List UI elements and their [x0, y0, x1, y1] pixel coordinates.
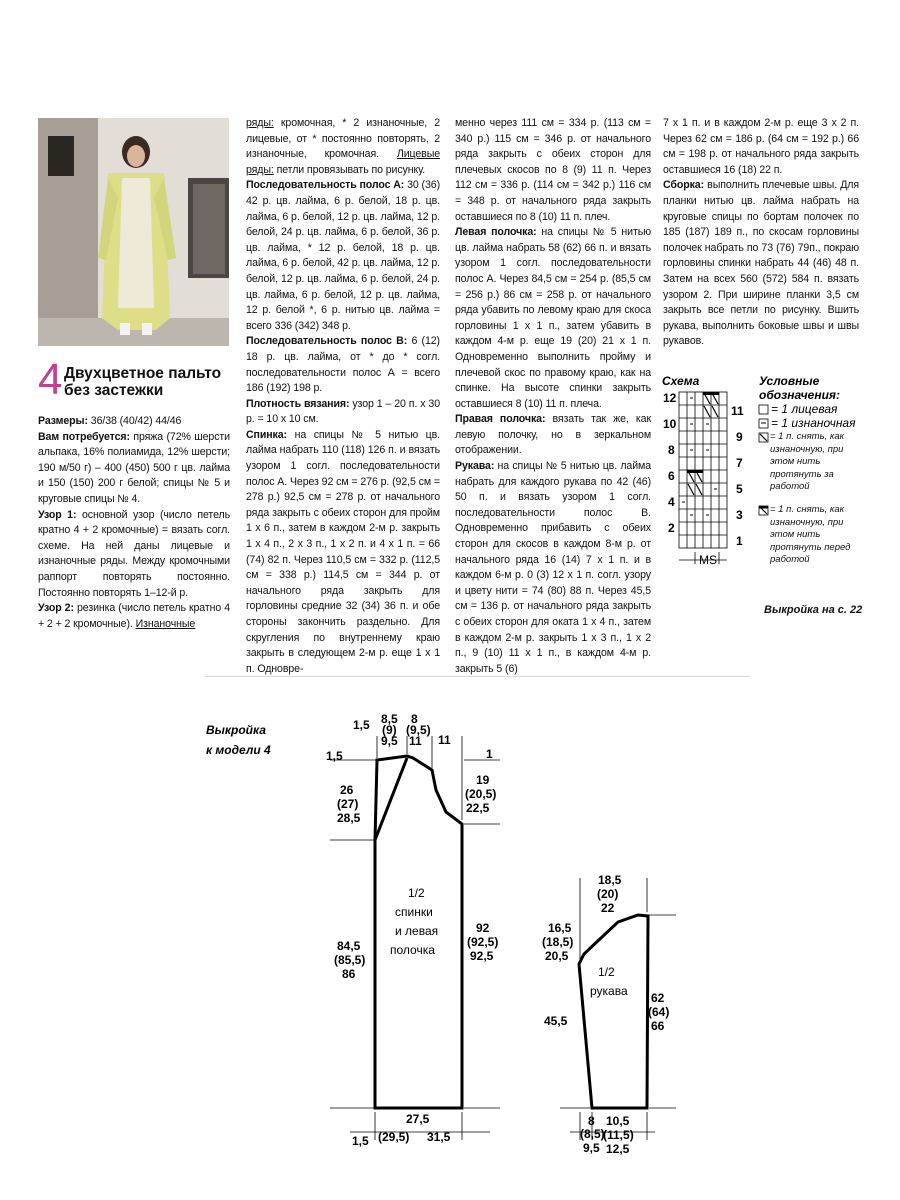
dim-cap-22: 22 [601, 901, 615, 915]
instructions-column-1 [38, 414, 230, 632]
legend-title-1: Условные [759, 374, 820, 388]
dim-left-1-5: 1,5 [326, 749, 343, 763]
body-label-3: и левая [395, 924, 439, 938]
dim-yoke-28-5: 28,5 [337, 811, 361, 825]
materials-paragraph: Вам потребуется: пряжа (72% шерсти альпака, 16% полиамида, 12% шерсти; 190 м/50 г) – 400 (450) 500 г цв. лайма и 150 (150) 200 г белой; спицы № 5 и круговые спицы № 4. [38, 430, 230, 505]
sleeve-outline [579, 915, 648, 1108]
knitting-chart [662, 372, 862, 582]
right-front-paragraph: Правая полочка: вязать так же, как левую полочку, но в зеркальном отображении. [455, 413, 651, 457]
pattern-title-1: Выкройка [206, 723, 266, 737]
dim-cap-20: (20) [597, 887, 619, 901]
dim-sleeve-66: 66 [651, 1019, 665, 1033]
dim-length-92: 92 [476, 921, 490, 935]
body-label-1: 1/2 [408, 886, 425, 900]
sleeve-label-2: рукава [590, 984, 628, 998]
dim-length-85-5: (85,5) [334, 953, 366, 967]
dim-right-1: 1 [486, 747, 493, 761]
dim-neck-8-a: 8 [411, 712, 418, 726]
svg-text:2: 2 [668, 521, 675, 535]
section-divider [205, 676, 750, 677]
dim-sleeve-62: 62 [651, 991, 665, 1005]
dim-neck-8-5-a: 8,5 [381, 712, 398, 726]
assembly-paragraph: Сборка: выполнить плечевые швы. Для планки нитью цв. лайма набрать на круговые спицы по бортам полочек по 185 (187) 189 п., по скосам горловины полочек набрать по 73 (76) 79п., покраю горловины спинки набрать 44 (46) 48 п. Затем на всех 560 (572) 584 п. вязать узором 2. При ширине планки 3,5 см закрыть все петли по рисунку. Вшить рукава, выполнить боковые швы и швы рукавов. [663, 179, 859, 348]
dim-bottom-1-5: 1,5 [352, 1134, 369, 1148]
pattern-title-2: к модели 4 [206, 743, 271, 757]
instructions-column-4 [663, 116, 859, 350]
svg-text:10: 10 [663, 417, 677, 431]
svg-text:9: 9 [736, 430, 743, 444]
sleeves-paragraph: Рукава: на спицы № 5 нитью цв. лайма набрать для каждого рукава по 42 (46) 50 п. и вязать узором 1 согл. последовательности полос В. Одновременно прибавить с обеих сторон для скосов в каждом 8-м р. от начального ряда 16 (14) 7 х 1 п. и в каждом 6-м р. 0 (3) 12 х 1 п. согл. узору и цвету нити = 74 (80) 88 п. Через 45,5 см = 136 р. от начального ряда закрыть с обеих сторон для оката 1 х 4 п., затем в каждом 2-м р. закрыть 1 х 3 п., 1 х 2 п., 9 (10) 11 х 1 п., в каждом 4-м р. закрыть 5 (6) [455, 460, 651, 675]
sizes-paragraph: Размеры: 36/38 (40/42) 44/46 [38, 415, 182, 427]
dim-cuff-10-5: 10,5 [606, 1114, 630, 1128]
instructions-column-3 [455, 116, 651, 677]
dim-cap-18-5: 18,5 [598, 873, 622, 887]
dim-cap-20-5: 20,5 [545, 949, 569, 963]
body-label-2: спинки [395, 905, 433, 919]
dim-yoke-26: 26 [340, 783, 354, 797]
svg-text:1: 1 [736, 534, 743, 548]
dim-sleeve-45-5: 45,5 [544, 1014, 568, 1028]
svg-text:3: 3 [736, 508, 743, 522]
dim-cuff-12-5: 12,5 [606, 1142, 630, 1156]
legend-slip-back: = 1 п. снять, как изнаночную, при этом нить протянуть за работой [770, 431, 845, 492]
dim-bottom-29-5: (29,5) [378, 1130, 410, 1144]
dim-neck-8-5-c: 9,5 [381, 734, 398, 748]
stripes-b-paragraph: Последовательность полос В: 6 (12) 18 р. цв. лайма, от * до * согл. последовательности полос А = всего 186 (192) 198 р. [246, 335, 440, 395]
sewing-pattern [200, 700, 720, 1170]
svg-text:11: 11 [731, 404, 744, 418]
svg-text:5: 5 [736, 482, 743, 496]
pattern1-paragraph: Узор 1: основной узор (число петель кратно 4 + 2 кромочные) = вязать согл. схеме. На ней даны лицевые и изнаночные ряды. Между кромочными раппорт повторять постоянно. Постоянно повторять 1–12-й р. [38, 508, 231, 599]
sleeves-continued-paragraph: 7 х 1 п. и в каждом 2-м р. еще 3 х 2 п. Через 62 см = 186 р. (64 см = 192 р.) 66 см = 198 р. от начального ряда закрыть оставшиеся 16 (18) 22 п. [663, 117, 859, 176]
legend-title-2: обозначения: [759, 388, 840, 402]
legend-knit-icon [759, 405, 768, 414]
knitting-schema [662, 372, 862, 582]
legend-purl: = 1 изнаночная [771, 416, 856, 430]
dim-cuff-11-5: (11,5) [603, 1128, 634, 1142]
dim-cap-18-5-b: (18,5) [542, 935, 574, 949]
pattern-reference: Выкройка на с. 22 [764, 604, 863, 616]
pattern2-paragraph: Узор 2: резинка (число петель кратно 4 + 2 + 2 кромочные). Изнаночные [38, 602, 230, 630]
model-photo [38, 118, 229, 346]
dim-bottom-31-5: 31,5 [427, 1130, 451, 1144]
dim-armhole-19: 19 [476, 773, 490, 787]
row-numbers-right [731, 404, 744, 548]
legend-slip-front: = 1 п. снять, как изнаночную, при этом нить протянуть перед работой [770, 504, 851, 565]
body-label-4: полочка [390, 943, 435, 957]
svg-text:6: 6 [668, 469, 675, 483]
dim-top-1-5: 1,5 [353, 718, 370, 732]
dim-shoulder-11: 11 [438, 733, 451, 747]
dim-neck-8-5-b: (9) [382, 723, 397, 737]
svg-text:12: 12 [663, 391, 677, 405]
dim-yoke-27: (27) [337, 797, 359, 811]
svg-text:4: 4 [668, 495, 675, 509]
dim-cap-16-5: 16,5 [548, 921, 572, 935]
model-title [64, 365, 234, 399]
svg-text:8: 8 [668, 443, 675, 457]
model-title-line1: Двухцветное пальто [64, 365, 222, 382]
dim-length-84-5: 84,5 [337, 939, 361, 953]
dim-length-92-5-b: 92,5 [470, 949, 494, 963]
dim-length-92-5-a: (92,5) [467, 935, 499, 949]
dim-cuff-8: 8 [588, 1114, 595, 1128]
dim-length-86: 86 [342, 967, 356, 981]
dim-armhole-22-5: 22,5 [466, 801, 490, 815]
row-numbers-left [663, 391, 677, 535]
sleeve-label-1: 1/2 [598, 965, 615, 979]
purl-rows-paragraph: ряды: кромочная, * 2 изнаночные, 2 лицевые, от * постоянно повторять, 2 изнаночные, кромочная. Лицевые ряды: петли провязывать по рисунку. [246, 117, 441, 176]
stripes-a-paragraph: Последовательность полос А: 30 (36) 42 р. цв. лайма, 6 р. белой, 18 р. цв. лайма, 6 р. белой, 12 р. цв. лайма, 12 р. белой, 24 р. цв. лайма, 6 р. белой, 36 р. цв. лайма, * 12 р. белой, 18 р. цв. лайма, 6 р. белой, 42 р. цв. лайма, 12 р. белой, 12 р. цв. лайма, 6 р. белой, 24 р. цв. лайма, 6 р. белой, 12 р. цв. лайма, 12 р. белой *, 6 р. нитью цв. лайма = всего 336 (342) 348 р. [246, 179, 440, 332]
front-neck-line [375, 758, 407, 840]
dim-armhole-20-5: (20,5) [465, 787, 497, 801]
model-number: 4 [38, 355, 63, 404]
model-photo-image [38, 118, 229, 346]
schema-title: Схема [662, 374, 700, 388]
back-continued-paragraph: менно через 111 см = 334 р. (113 см = 340 р.) 115 см = 346 р. от начального ряда закрыть с обеих сторон для плечевых скосов по 8 (9) 11 п. Через 112 см = 336 р. (114 см = 342 р.) 116 см = 348 р. от начального ряда закрыть оставшиеся по 8 (10) 11 п. плеч. [455, 117, 651, 223]
dim-cuff-9-5: 9,5 [583, 1141, 600, 1155]
pattern-drawing [200, 700, 720, 1170]
instructions-column-2 [246, 116, 440, 677]
legend-knit: = 1 лицевая [771, 402, 838, 416]
dim-bottom-27-5: 27,5 [406, 1112, 430, 1126]
dim-cuff-8-5: (8,5) [580, 1127, 605, 1141]
dim-sleeve-64: (64) [648, 1005, 670, 1019]
slip-top-2 [687, 470, 703, 473]
left-front-paragraph: Левая полочка: на спицы № 5 нитью цв. лайма набрать 58 (62) 66 п. и вязать узором 1 согл. последовательности полос А. Через 84,5 см = 254 р. (85,5 см = 256 р.) 86 см = 258 р. от начального ряда убавить по левому краю для скоса горловины 1 х 1 п., затем убавить в каждом 4-м р. еще 19 (20) 21 х 1 п. Одновременно выполнить пройму и плечевой скос по правому краю, как на спинке. На высоте спинки закрыть оставшиеся 8 (10) 11 п. плеча. [455, 226, 651, 410]
slip-top-1 [703, 392, 719, 395]
svg-text:7: 7 [736, 456, 743, 470]
dim-neck-8-c: 11 [409, 734, 422, 748]
model-title-line2: без застежки [64, 382, 164, 399]
dim-neck-8-b: (9,5) [406, 723, 431, 737]
back-paragraph: Спинка: на спицы № 5 нитью цв. лайма набрать 110 (118) 126 п. и вязать узором 1 согл. последовательности полос А. Через 92 см = 276 р. (92,5 см = 278 р.) 92,5 см = 278 р. от начального ряда закрыть с обеих сторон для пройм 1 х 6 п., затем в каждом 2-м р. закрыть 1 х 4 п., 2 х 3 п., 1 х 2 п. и 4 х 1 п. = 66 (74) 82 п. Через 110,5 см = 332 р. (112,5 см = 338 р.) 114,5 см = 344 р. от начального ряда закрыть для горловины средние 32 (34) 36 п. и обе стороны закончить раздельно. Для скругления по внутреннему краю закрыть в следующем 2-м р. еще 1 х 1 п. Одновре- [246, 428, 440, 675]
ms-label: MS [699, 553, 717, 567]
density-paragraph: Плотность вязания: узор 1 – 20 п. х 30 р. = 10 х 10 см. [246, 397, 441, 426]
